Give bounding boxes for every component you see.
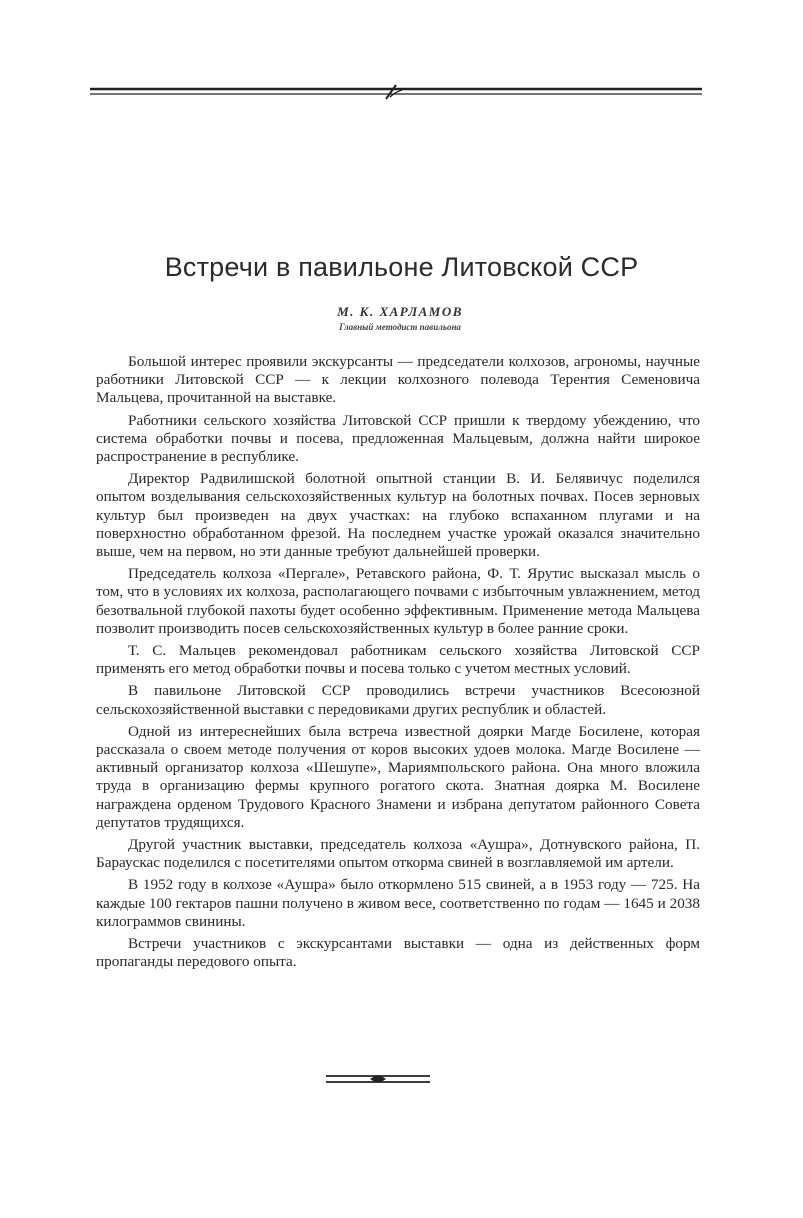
paragraph: Работники сельского хозяйства Литовской ССР пришли к твердому убеждению, что система обработки почвы и посева, предложенная Мальцевым, должна найти широкое распространение в республике.: [96, 411, 700, 466]
paragraph: Другой участник выставки, председатель колхоза «Аушра», Дотнувского района, П. Бараускас поделился с посетителями опытом откорма свиней в возглавляемой им артели.: [96, 836, 700, 872]
article-body: [96, 353, 700, 976]
paragraph: Встречи участников с экскурсантами выставки — одна из действенных форм пропаганды передового опыта.: [96, 935, 700, 971]
article-author: М. К. ХАРЛАМОВ: [337, 304, 463, 319]
top-decorative-rule: [90, 84, 702, 100]
bottom-decorative-rule: [326, 1072, 430, 1086]
paragraph: Директор Радвилишской болотной опытной станции В. И. Белявичус поделился опытом возделывания сельскохозяйственных культур на болотных почвах. Посев зерновых культур был произведен на двух участках: на глубоко вспаханном плугами и на поверхностно обработанном фрезой. На последнем участке урожай оказался значительно выше, чем на первом, но эти данные требуют дальнейшей проверки.: [96, 470, 700, 561]
paragraph: Председатель колхоза «Пергале», Ретавского района, Ф. Т. Ярутис высказал мысль о том, что в условиях их колхоза, располагающего почвами с избыточным увлажнением, метод безотвальной глубокой пахоты будет особенно эффективным. Применение метода Мальцева позволит производить посев сельскохозяйственных культур в более ранние сроки.: [96, 565, 700, 637]
paragraph: Большой интерес проявили экскурсанты — председатели колхозов, агрономы, научные работники Литовской ССР — к лекции колхозного полевода Терентия Семеновича Мальцева, прочитанной на выставке.: [96, 353, 700, 407]
paragraph: Т. С. Мальцев рекомендовал работникам сельского хозяйства Литовской ССР применять его метод обработки почвы и посева только с учетом местных условий.: [96, 642, 700, 678]
paragraph: Одной из интереснейших была встреча известной доярки Магде Босилене, которая рассказала о своем методе получения от коров высоких удоев молока. Магде Восилене — активный организатор колхоза «Шешупе», Мариямпольского района. Она много вложила труда в организацию фермы крупного рогатого скота. Знатная доярка М. Восилене награждена орденом Трудового Красного Знамени и избрана депутатом районного Совета депутатов трудящихся.: [96, 722, 700, 831]
paragraph: В 1952 году в колхозе «Аушра» было откормлено 515 свиней, а в 1953 году — 725. На каждые 100 гектаров пашни получено в живом весе, соответственно по годам — 1645 и 2038 килограммов свинины.: [96, 876, 700, 930]
paragraph: В павильоне Литовской ССР проводились встречи участников Всесоюзной сельскохозяйственной выставки с передовиками других республик и областей.: [96, 682, 700, 718]
article-title: Встречи в павильоне Литовской ССР: [164, 252, 639, 282]
author-role: Главный методист павильона: [339, 322, 461, 332]
